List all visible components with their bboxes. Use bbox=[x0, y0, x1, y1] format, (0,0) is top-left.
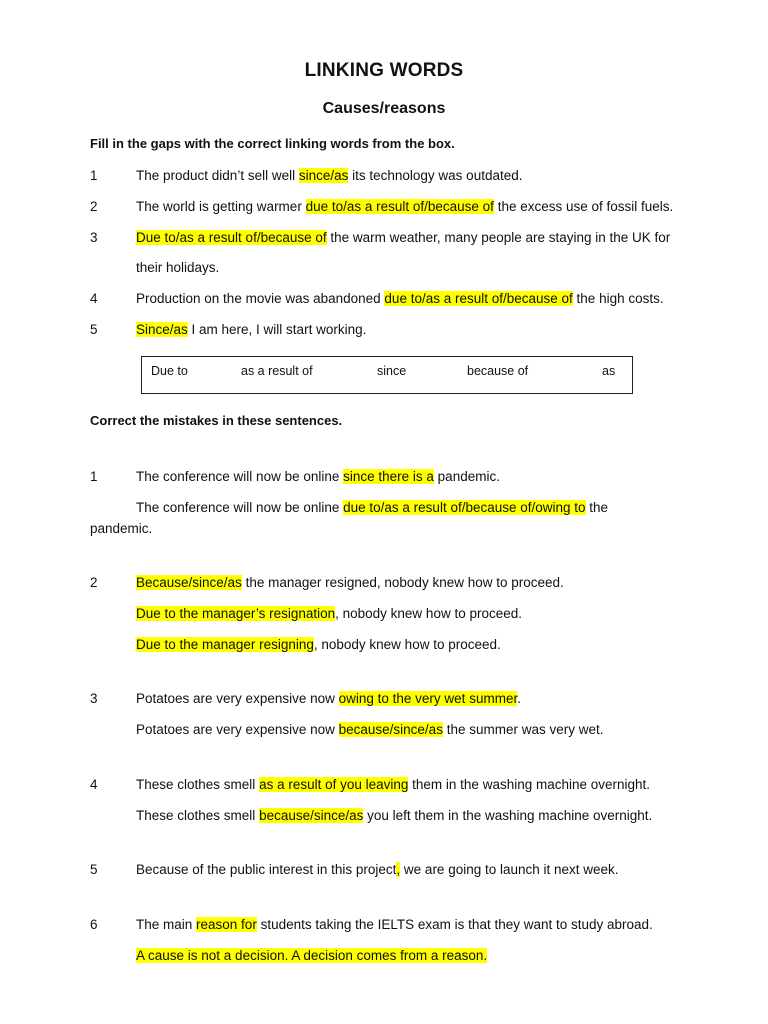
section1-instruction: Fill in the gaps with the correct linking words from the box. bbox=[90, 136, 455, 151]
s2-item-4-original: These clothes smell as a result of you leaving them in the washing machine overnight. bbox=[136, 777, 651, 792]
word-box-item: because of bbox=[467, 364, 529, 378]
s1-item-number: 5 bbox=[90, 322, 98, 337]
s2-item-number: 4 bbox=[90, 777, 98, 792]
s2-mistake-1: since there is a bbox=[343, 469, 434, 484]
s1-item-4: Production on the movie was abandoned due to/as a result of/because of the high costs. bbox=[136, 291, 664, 306]
s1-answer-3: Due to/as a result of/because of bbox=[136, 230, 327, 245]
s1-answer-1: since/as bbox=[298, 168, 349, 183]
s1-answer-5: Since/as bbox=[136, 322, 188, 337]
s1-answer-2: due to/as a result of/because of bbox=[305, 199, 494, 214]
s2-item-1-correction: The conference will now be online due to/as a result of/because of/owing to the bbox=[136, 500, 609, 515]
word-box-item: as bbox=[602, 364, 616, 378]
page-subtitle: Causes/reasons bbox=[322, 100, 446, 117]
s1-answer-4: due to/as a result of/because of bbox=[384, 291, 573, 306]
s2-item-3-original: Potatoes are very expensive now owing to the very wet summer. bbox=[136, 691, 521, 706]
s1-item-1: The product didn’t sell well since/as its technology was outdated. bbox=[136, 168, 523, 183]
word-box bbox=[141, 356, 633, 394]
s2-correction-2c: Due to the manager resigning bbox=[136, 637, 314, 652]
s2-mistake-4: as a result of you leaving bbox=[259, 777, 409, 792]
s1-item-5: Since/as I am here, I will start working. bbox=[136, 322, 367, 337]
s2-item-3-correction: Potatoes are very expensive now because/since/as the summer was very wet. bbox=[136, 722, 604, 737]
s2-correction-4: because/since/as bbox=[259, 808, 364, 823]
s1-item-number: 2 bbox=[90, 199, 98, 214]
s1-item-3-continuation: their holidays. bbox=[136, 260, 220, 275]
word-box-item: Due to bbox=[151, 364, 188, 378]
s2-item-6-explanation bbox=[136, 947, 487, 965]
s1-item-3: Due to/as a result of/because of the warm weather, many people are staying in the UK for bbox=[136, 230, 671, 245]
s2-item-number: 1 bbox=[90, 469, 98, 484]
s2-correction-3: because/since/as bbox=[338, 722, 443, 737]
s2-item-5-line: Because of the public interest in this project, we are going to launch it next week. bbox=[136, 862, 619, 877]
s2-item-1-wrap: pandemic. bbox=[90, 521, 153, 536]
s2-explanation-6: A cause is not a decision. A decision comes from a reason. bbox=[136, 948, 488, 963]
s2-item-6-original: The main reason for students taking the IELTS exam is that they want to study abroad. bbox=[136, 917, 653, 932]
s2-item-number: 5 bbox=[90, 862, 98, 877]
s2-item-2-line-2: Due to the manager’s resignation, nobody knew how to proceed. bbox=[136, 606, 522, 621]
s1-item-number: 1 bbox=[90, 168, 98, 183]
section2-instruction: Correct the mistakes in these sentences. bbox=[90, 413, 343, 428]
s2-mistake-6: reason for bbox=[196, 917, 257, 932]
s2-correction-2a: Because/since/as bbox=[136, 575, 242, 590]
s1-item-2: The world is getting warmer due to/as a result of/because of the excess use of fossil fuels. bbox=[136, 199, 674, 214]
s2-item-number: 3 bbox=[90, 691, 98, 706]
s2-correction-1: due to/as a result of/because of/owing to bbox=[343, 500, 586, 515]
s2-item-2-line-1: Because/since/as the manager resigned, nobody knew how to proceed. bbox=[136, 575, 564, 590]
s2-item-2-line-3: Due to the manager resigning, nobody knew how to proceed. bbox=[136, 637, 501, 652]
s1-item-number: 3 bbox=[90, 230, 98, 245]
s2-item-4-correction: These clothes smell because/since/as you left them in the washing machine overnight. bbox=[136, 808, 653, 823]
page-title: LINKING WORDS bbox=[304, 60, 464, 81]
s2-item-number: 2 bbox=[90, 575, 98, 590]
word-box-item: since bbox=[377, 364, 407, 378]
s2-mistake-3: owing to the very wet summer bbox=[338, 691, 518, 706]
s2-item-number: 6 bbox=[90, 917, 98, 932]
s2-correction-2b: Due to the manager’s resignation bbox=[136, 606, 336, 621]
s2-correction-5: , bbox=[396, 862, 401, 877]
s2-item-1-original: The conference will now be online since there is a pandemic. bbox=[136, 469, 500, 484]
s1-item-number: 4 bbox=[90, 291, 98, 306]
word-box-item: as a result of bbox=[241, 364, 313, 378]
